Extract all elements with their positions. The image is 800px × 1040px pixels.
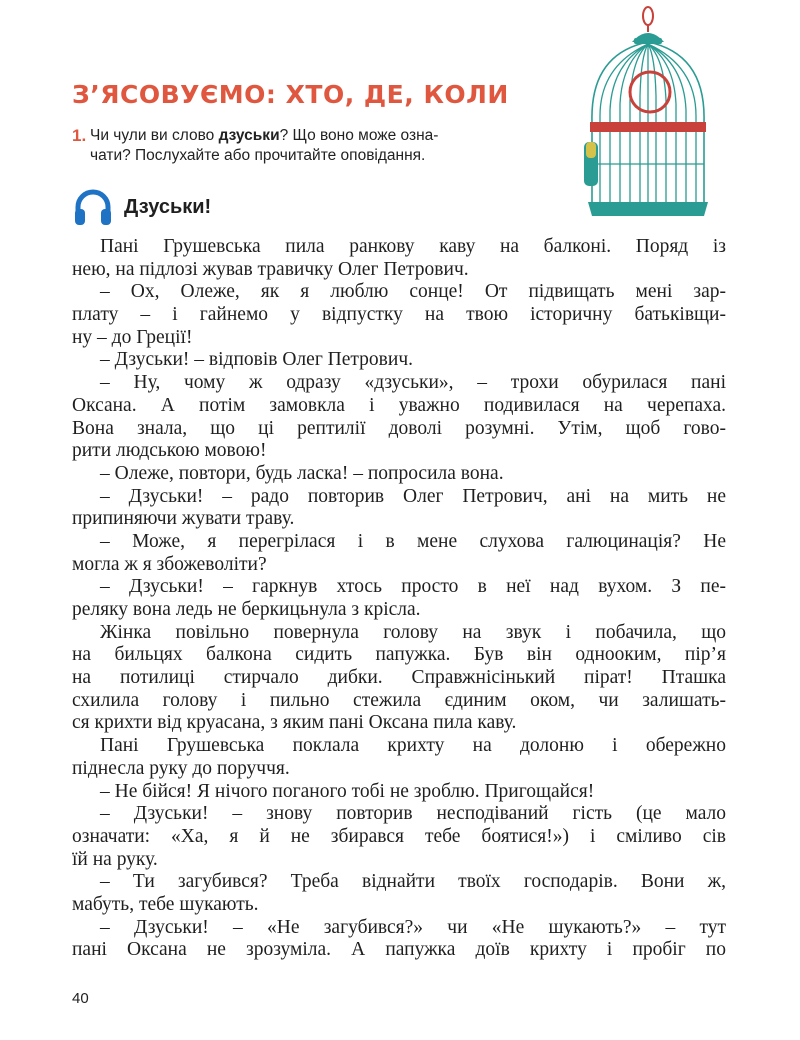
story-line: – Ну, чому ж одразу «дзуськи», – трохи обурилася пані xyxy=(100,372,726,394)
story-line: – Олеже, повтори, будь ласка! – попросила вона. xyxy=(100,462,504,484)
page-number: 40 xyxy=(72,990,89,1007)
story-line: реляку вона ледь не беркицьнула з крісла. xyxy=(72,599,421,620)
task-text-line-2: чати? Послухайте або прочитайте оповідання. xyxy=(90,147,426,164)
story-line: на бильцях балкона сидить папужка. Був він однооким, пір’я xyxy=(72,644,726,666)
story-line: означати: «Ха, я й не збирався тебе боятися!») і сміливо сів xyxy=(72,825,726,847)
headphones-icon[interactable] xyxy=(72,186,114,228)
story-title: Дзуськи! xyxy=(124,195,212,218)
task-1 xyxy=(72,126,542,166)
story-line: – Дзуськи! – гаркнув хтось просто в неї над вухом. З пе- xyxy=(100,576,726,598)
story-line: мабуть, тебе шукають. xyxy=(72,893,259,915)
story-line: плату – і гайнемо у відпустку на твою історичну батьківщи- xyxy=(72,304,726,326)
story-line: Жінка повільно повернула голову на звук і побачила, що xyxy=(100,621,726,643)
story-line: – Дзуськи! – «Не загубився?» чи «Не шукають?» – тут xyxy=(100,916,726,938)
story-text xyxy=(72,236,726,962)
story-line: Пані Грушевська поклала крихту на долоню і обережно xyxy=(100,735,726,757)
task-number: 1. xyxy=(72,126,87,145)
story-line: нею, на підлозі жував травичку Олег Петрович. xyxy=(72,258,469,280)
story-line: схилила голову і пильно стежила єдиним оком, чи залишать- xyxy=(72,689,726,711)
story-line: – Може, я перегрілася і в мене слухова галюцинація? Не xyxy=(100,530,726,552)
section-heading: З’ЯСОВУЄМО: ХТО, ДЕ, КОЛИ xyxy=(72,80,509,109)
story-line: – Ти загубився? Треба віднайти твоїх господарів. Вони ж, xyxy=(100,871,726,893)
story-line: – Дзуськи! – знову повторив несподіваний гість (це мало xyxy=(100,803,726,825)
story-line: ся крихти від круасана, з яким пані Оксана пила каву. xyxy=(72,712,517,734)
story-header xyxy=(72,186,211,228)
story-line: Оксана. А потім замовкла і уважно подивилася на черепаха. xyxy=(72,394,726,416)
story-line: – Не бійся! Я нічого поганого тобі не зроблю. Пригощайся! xyxy=(100,780,595,802)
story-line: їй на руку. xyxy=(72,848,158,870)
story-line: ну – до Греції! xyxy=(72,326,193,348)
story-line: піднесла руку до поруччя. xyxy=(72,757,290,779)
story-line: Пані Грушевська пила ранкову каву на балконі. Поряд із xyxy=(100,236,726,257)
story-line: могла ж я збожеволіти? xyxy=(72,553,267,575)
story-line: на потилиці стирчало дибки. Справжнісінький пірат! Пташка xyxy=(72,667,726,689)
story-line: рити людською мовою! xyxy=(72,440,267,462)
story-line: – Дзуськи! – відповів Олег Петрович. xyxy=(100,349,414,371)
story-line: пані Оксана не зрозуміла. А папужка доїв крихту і пробіг по xyxy=(72,939,726,961)
story-line: – Ох, Олеже, як я люблю сонце! От підвищать мені зар- xyxy=(100,281,726,303)
birdcage-illustration xyxy=(580,4,720,220)
story-line: – Дзуськи! – радо повторив Олег Петрович, ані на мить не xyxy=(100,485,726,507)
keyword-dzusky: дзуськи xyxy=(218,127,280,144)
story-line: Вона знала, що ці рептилії доволі розумні. Утім, щоб гово- xyxy=(72,417,726,439)
task-text-line-1: Чи чули ви слово дзуськи? Що воно може озна- xyxy=(90,127,439,144)
story-line: припиняючи жувати траву. xyxy=(72,508,295,530)
